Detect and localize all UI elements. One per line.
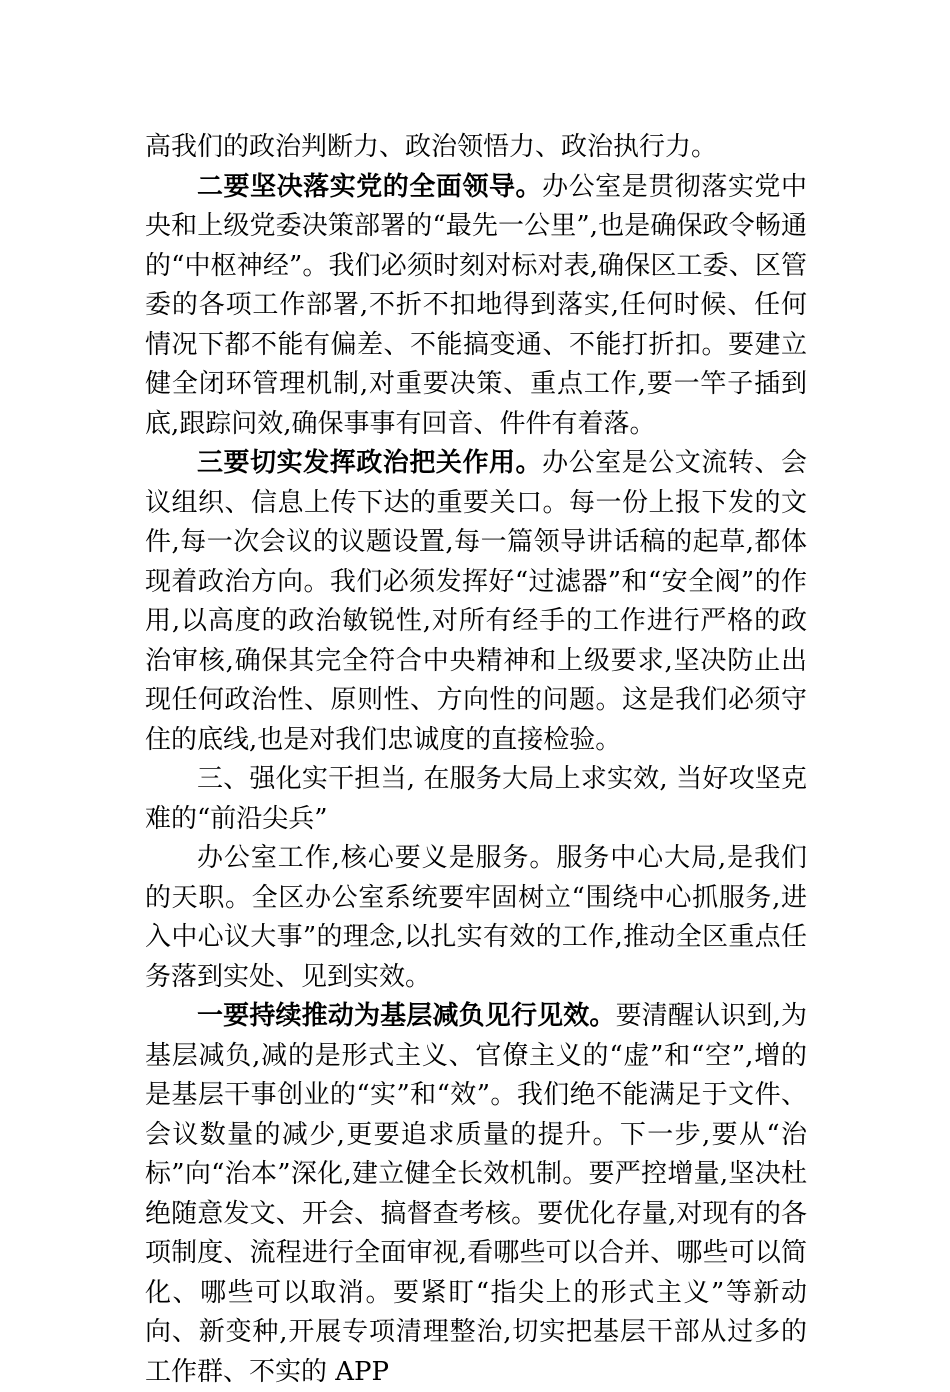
paragraph-text: 办公室是公文流转、会议组织、信息上传下达的重要关口。每一份上报下发的文件,每一次会议的议题设置,每一篇领导讲话稿的起草,都体现着政治方向。我们必须发挥好“过滤器”和“安全阀”的作用,以高度的政治敏锐性,对所有经手的工作进行严格的政治审核,确保其完全符合中央精神和上级要求,坚决防止出现任何政治性、原则性、方向性的问题。这是我们必须守住的底线,也是对我们忠诚度的直接检验。 (145, 448, 807, 755)
paragraph-service: 办公室工作,核心要义是服务。服务中心大局,是我们的天职。全区办公室系统要牢固树立“围绕中心抓服务,进入中心议大事”的理念,以扎实有效的工作,推动全区重点任务落到实处、见到实效。 (145, 843, 807, 992)
paragraph-heading: 三要切实发挥政治把关作用。 (197, 448, 543, 478)
document-body (145, 128, 807, 1392)
paragraph-burden-reduction (145, 997, 807, 1392)
paragraph-text: 办公室是贯彻落实党中央和上级党委决策部署的“最先一公里”,也是确保政令畅通的“中枢神经”。我们必须时刻对标对表,确保区工委、区管委的各项工作部署,不折不扣地得到落实,任何时候、任何情况下都不能有偏差、不能搞变通、不能打折扣。要建立健全闭环管理机制,对重要决策、重点工作,要一竿子插到底,跟踪问效,确保事事有回音、件件有着落。 (145, 171, 807, 439)
paragraph-political-review (145, 444, 807, 760)
paragraph-continuation: 高我们的政治判断力、政治领悟力、政治执行力。 (145, 132, 718, 162)
section-heading: 三、强化实干担当, 在服务大局上求实效, 当好攻坚克难的“前沿尖兵” (145, 764, 807, 834)
paragraph-heading: 一要持续推动为基层减负见行见效。 (197, 1001, 616, 1031)
paragraph-leadership (145, 168, 807, 445)
paragraph-heading: 二要坚决落实党的全面领导。 (197, 171, 543, 202)
paragraph-text: 要清醒认识到,为基层减负,减的是形式主义、官僚主义的“虚”和“空”,增的是基层干事创业的“实”和“效”。我们绝不能满足于文件、会议数量的减少,更要追求质量的提升。下一步,要从“治标”向“治本”深化,建立健全长效机制。要严控增量,坚决杜绝随意发文、开会、搞督查考核。要优化存量,对现有的各项制度、流程进行全面审视,看哪些可以合并、哪些可以简化、哪些可以取消。要紧盯“指尖上的形式主义”等新动向、新变种,开展专项清理整治,切实把基层干部从过多的工作群、不实的 APP (145, 1001, 807, 1387)
